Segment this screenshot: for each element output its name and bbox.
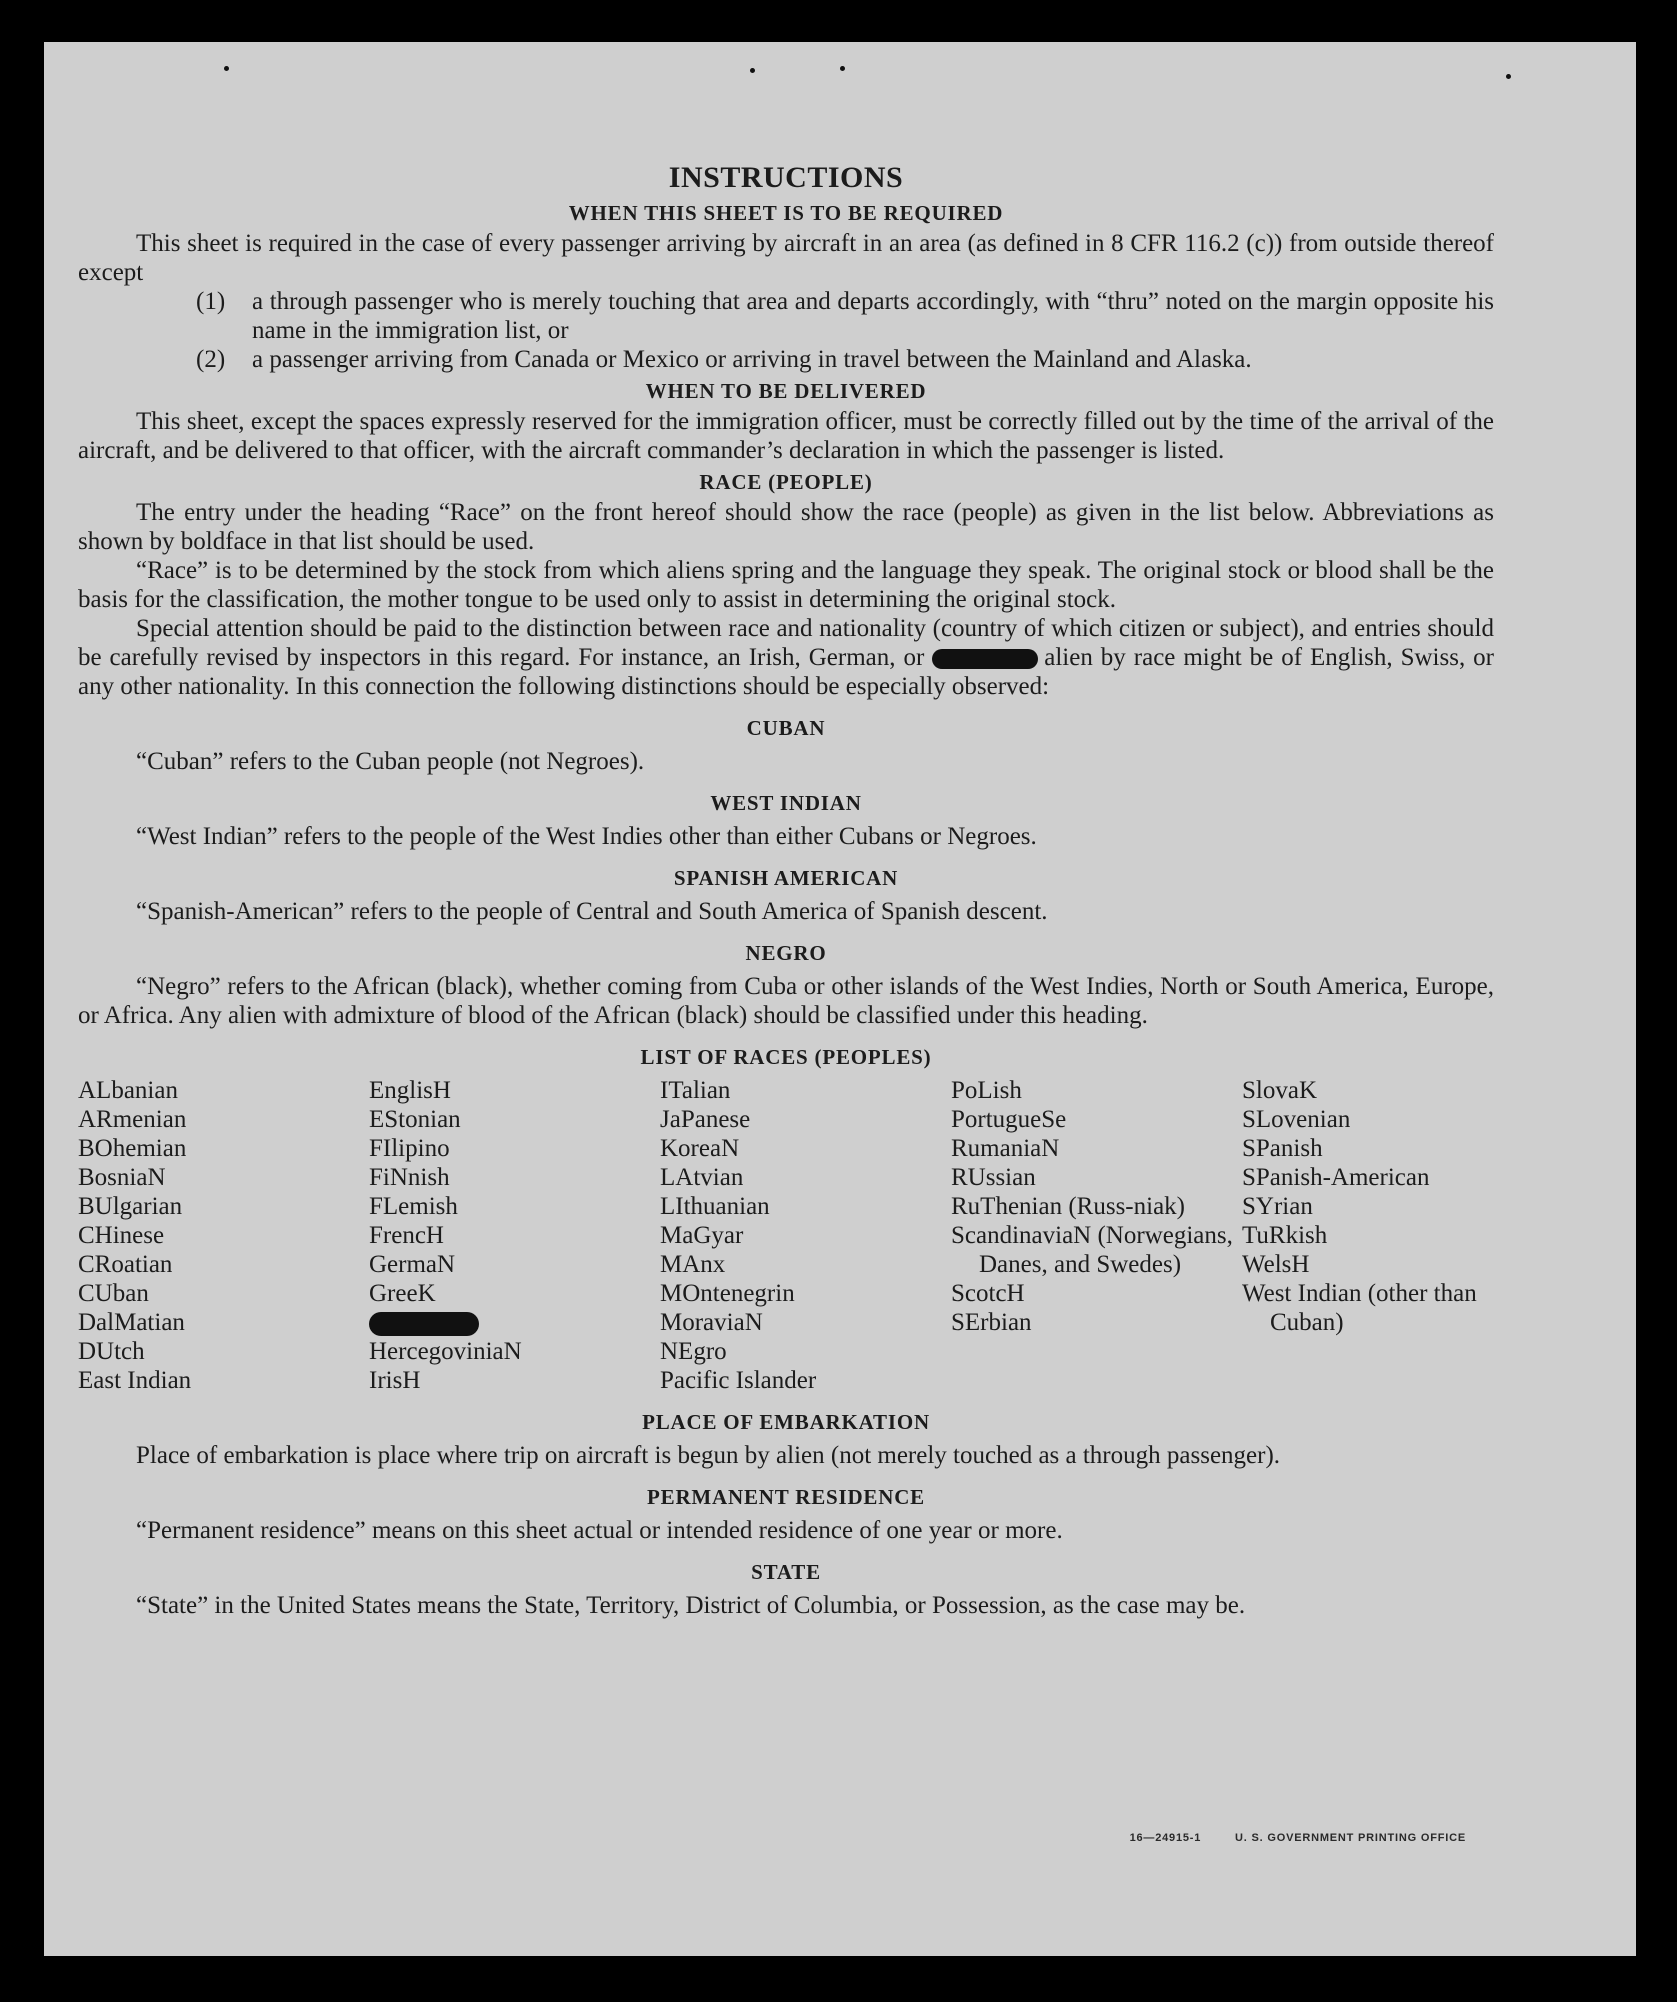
race-item: NEgro: [660, 1338, 727, 1365]
cuban-text: “Cuban” refers to the Cuban people (not Negroes).: [136, 748, 645, 775]
race-item: ARmenian: [78, 1106, 187, 1133]
race-item: PoLish: [951, 1077, 1022, 1104]
races-list: [78, 1076, 1494, 1395]
race-item: WelsH: [1242, 1251, 1310, 1278]
race-item: BosniaN: [78, 1164, 166, 1191]
race-item: SPanish: [1242, 1135, 1323, 1162]
race-item: IrisH: [369, 1367, 421, 1394]
list-of-races-heading: LIST OF RACES (PEOPLES): [640, 1045, 932, 1069]
race-item: ALbanian: [78, 1077, 178, 1104]
race-item: DUtch: [78, 1338, 145, 1365]
race-heading: RACE (PEOPLE): [699, 470, 873, 494]
printer-credit: U. S. GOVERNMENT PRINTING OFFICE: [1235, 1832, 1466, 1844]
race-item: EnglisH: [369, 1077, 451, 1104]
race-item: HercegoviniaN: [369, 1338, 522, 1365]
race-item: ScandinaviaN (Norwegians, Danes, and Swedes): [951, 1222, 1233, 1278]
race-item: GreeK: [369, 1280, 436, 1307]
race-item: SYrian: [1242, 1193, 1313, 1220]
race-item: TuRkish: [1242, 1222, 1328, 1249]
punch-mark: [750, 68, 755, 73]
west-indian-heading: WEST INDIAN: [710, 791, 862, 815]
exception-text: a through passenger who is merely touching that area and departs accordingly, with “thru” noted on the margin opposite his name in the immigration list, or: [252, 288, 1494, 344]
form-footer: [1130, 1832, 1466, 1844]
race-item: FLemish: [369, 1193, 458, 1220]
when-required-heading: WHEN THIS SHEET IS TO BE REQUIRED: [568, 201, 1004, 225]
punch-mark: [224, 66, 229, 71]
race-item: PortugueSe: [951, 1106, 1067, 1133]
page-title: INSTRUCTIONS: [668, 161, 904, 194]
race-item: SPanish-American: [1242, 1164, 1430, 1191]
form-number: 16—24915-1: [1129, 1832, 1202, 1844]
race-paragraph-2: “Race” is to be determined by the stock from which aliens spring and the language they speak. The original stock or blood shall be the basis for the classification, the mother tongue to be used only to assist in determining the original stock.: [78, 557, 1494, 613]
race-item: East Indian: [78, 1367, 192, 1394]
race-item: RUssian: [951, 1164, 1036, 1191]
race-paragraph-3b: alien by race might be of English, Swiss, or any other nationality. In this connection the following distinctions should be especially observed:: [78, 644, 1494, 700]
race-item: MoraviaN: [660, 1309, 763, 1336]
race-item: SErbian: [951, 1309, 1032, 1336]
race-item: Pacific Islander: [660, 1367, 817, 1394]
race-paragraph-1: The entry under the heading “Race” on the front hereof should show the race (people) as given in the list below. Abbreviations as shown by boldface in that list should be used.: [78, 499, 1494, 555]
west-indian-text: “West Indian” refers to the people of the West Indies other than either Cubans or Negroes.: [136, 823, 1037, 850]
race-item: FiNnish: [369, 1164, 450, 1191]
negro-heading: NEGRO: [745, 941, 827, 965]
race-item: GermaN: [369, 1251, 456, 1278]
race-item: MaGyar: [660, 1222, 744, 1249]
race-item: FrencH: [369, 1222, 444, 1249]
document-page: [44, 42, 1636, 1956]
race-item: SLovenian: [1242, 1106, 1351, 1133]
race-paragraph-3a: Special attention should be paid to the distinction between race and nationality (country of which citizen or subject), and entries should be carefully revised by inspectors in this regard. For instance, an Irish, German, or: [78, 615, 1494, 671]
negro-text: “Negro” refers to the African (black), whether coming from Cuba or other islands of the West Indies, North or South America, Europe, or Africa. Any alien with admixture of blood of the African (black) should be classified under this heading.: [78, 973, 1494, 1029]
race-item: DalMatian: [78, 1309, 185, 1336]
race-item: BOhemian: [78, 1135, 187, 1162]
race-item: ScotcH: [951, 1280, 1025, 1307]
race-item: BUlgarian: [78, 1193, 183, 1220]
state-heading: STATE: [751, 1560, 821, 1584]
instructions-body: [78, 160, 1494, 1620]
race-item: MOntenegrin: [660, 1280, 795, 1307]
race-item: LIthuanian: [660, 1193, 770, 1220]
race-item: RumaniaN: [951, 1135, 1060, 1162]
race-item-redacted: [369, 1308, 660, 1337]
when-delivered-text: This sheet, except the spaces expressly reserved for the immigration officer, must be correctly filled out by the time of the arrival of the aircraft, and be delivered to that officer, with the aircraft commander’s declaration in which the passenger is listed.: [78, 408, 1494, 464]
redaction-mark: [932, 649, 1038, 669]
race-item: MAnx: [660, 1251, 726, 1278]
punch-mark: [1506, 74, 1511, 79]
race-item: LAtvian: [660, 1164, 744, 1191]
exception-item-2: [196, 345, 1494, 374]
exception-item-1: [196, 287, 1494, 345]
spanish-american-text: “Spanish-American” refers to the people of Central and South America of Spanish descent.: [136, 898, 1048, 925]
races-column-4: [951, 1076, 1242, 1395]
punch-mark: [840, 66, 845, 71]
exception-text: a passenger arriving from Canada or Mexico or arriving in travel between the Mainland and Alaska.: [252, 346, 1252, 373]
when-required-intro: This sheet is required in the case of every passenger arriving by aircraft in an area (as defined in 8 CFR 116.2 (c)) from outside thereof except: [78, 230, 1494, 286]
cuban-heading: CUBAN: [746, 716, 826, 740]
race-item: ITalian: [660, 1077, 731, 1104]
place-of-embarkation-text: Place of embarkation is place where trip on aircraft is begun by alien (not merely touched as a through passenger).: [136, 1442, 1281, 1469]
state-text: “State” in the United States means the State, Territory, District of Columbia, or Possession, as the case may be.: [136, 1592, 1246, 1619]
race-item: CRoatian: [78, 1251, 173, 1278]
redaction-mark: [369, 1312, 479, 1336]
permanent-residence-text: “Permanent residence” means on this sheet actual or intended residence of one year or more.: [136, 1517, 1063, 1544]
when-delivered-heading: WHEN TO BE DELIVERED: [645, 379, 927, 403]
exception-number: (1): [196, 288, 226, 315]
spanish-american-heading: SPANISH AMERICAN: [673, 866, 899, 890]
races-column-1: [78, 1076, 369, 1395]
race-item: West Indian (other than Cuban): [1242, 1280, 1477, 1336]
race-item: KoreaN: [660, 1135, 740, 1162]
race-item: RuThenian (Russ-niak): [951, 1193, 1185, 1220]
races-column-5: [1242, 1076, 1494, 1395]
race-paragraph-3: [78, 614, 1494, 701]
race-item: EStonian: [369, 1106, 461, 1133]
races-column-2: [369, 1076, 660, 1395]
race-item: JaPanese: [660, 1106, 751, 1133]
races-column-3: [660, 1076, 951, 1395]
place-of-embarkation-heading: PLACE OF EMBARKATION: [642, 1410, 930, 1434]
race-item: CHinese: [78, 1222, 165, 1249]
permanent-residence-heading: PERMANENT RESIDENCE: [647, 1485, 925, 1509]
race-item: CUban: [78, 1280, 149, 1307]
race-item: SlovaK: [1242, 1077, 1317, 1104]
exception-number: (2): [196, 346, 226, 373]
race-item: FIlipino: [369, 1135, 450, 1162]
